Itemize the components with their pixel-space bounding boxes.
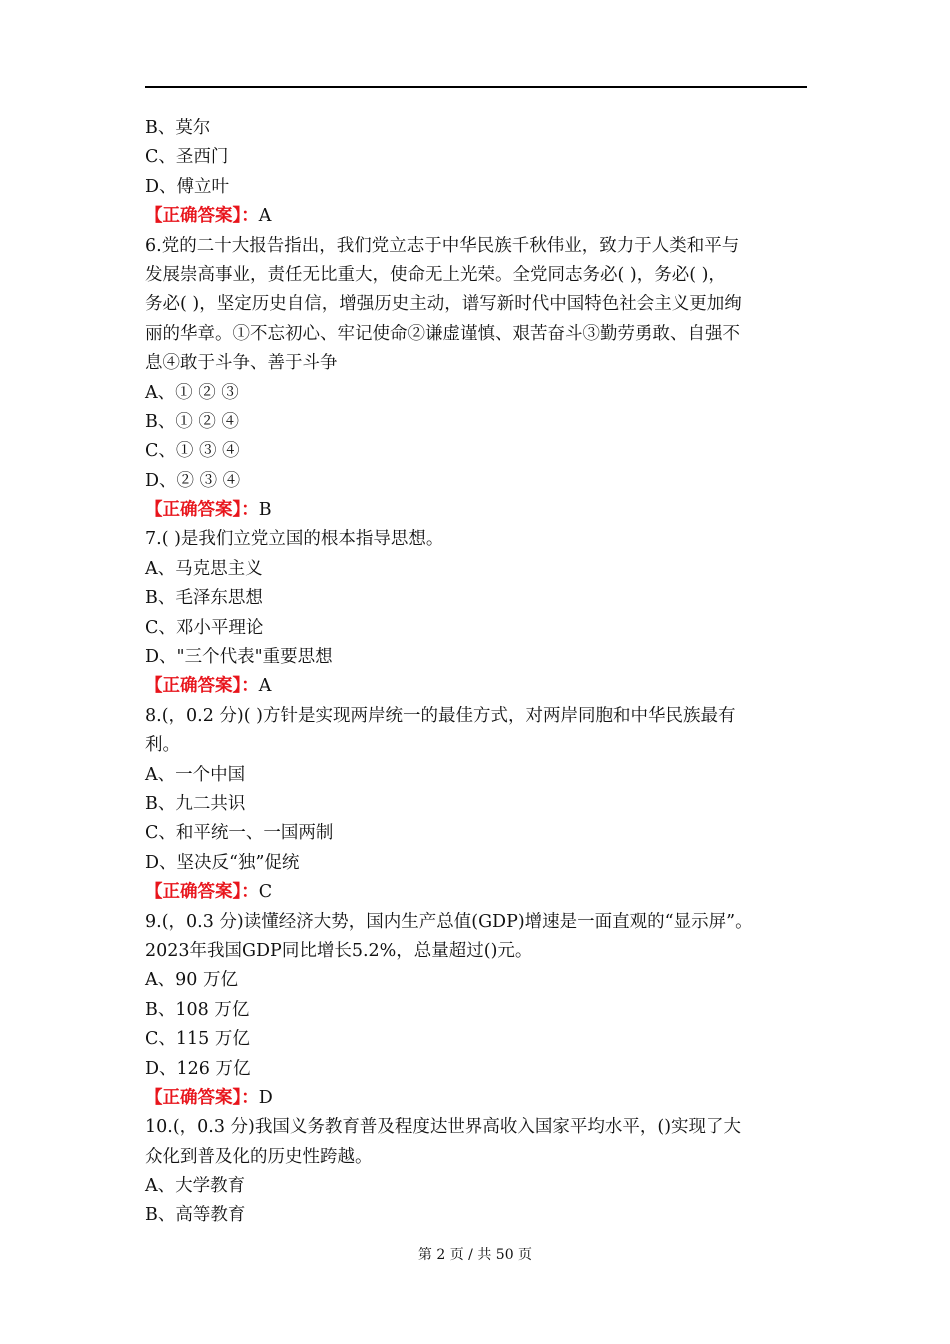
answer-line [145, 202, 817, 231]
question-text: 9.(，0.3 分)读懂经济大势，国内生产总值(GDP)增速是一面直观的“显示屏”。 [145, 911, 753, 932]
question-text: 务必( )，坚定历史自信，增强历史主动，谱写新时代中国特色社会主义更加绚 [145, 294, 742, 315]
answer-tag: 【正确答案】： [145, 500, 259, 521]
question-text: 众化到普及化的历史性跨越。 [145, 1146, 373, 1167]
header-rule [145, 86, 807, 88]
answer-tag: 【正确答案】： [145, 882, 259, 903]
option-line: B、① ② ④ [145, 411, 239, 432]
answer-tag: 【正确答案】： [145, 676, 259, 697]
page-footer: 第 2 页 / 共 50 页 [417, 1247, 533, 1263]
option-line: C、圣西门 [145, 147, 229, 168]
option-line: A、① ② ③ [145, 382, 239, 403]
option-line: D、坚决反“独”促统 [145, 852, 300, 873]
answer-line [145, 496, 817, 525]
option-line: A、一个中国 [145, 764, 246, 785]
answer-value: B [258, 500, 272, 521]
answer-value: A [258, 676, 272, 697]
option-line: D、傅立叶 [145, 176, 230, 197]
answer-value: A [258, 206, 272, 227]
option-line: D、"三个代表"重要思想 [145, 647, 333, 668]
question-content [145, 114, 817, 1231]
option-line: C、① ③ ④ [145, 441, 240, 462]
answer-line [145, 1084, 817, 1113]
option-line: A、大学教育 [145, 1176, 246, 1197]
question-text: 发展崇高事业，责任无比重大，使命无上光荣。全党同志务必( )，务必( )， [145, 264, 726, 285]
option-line: B、莫尔 [145, 118, 211, 138]
question-text: 2023年我国GDP同比增长5.2%，总量超过()元。 [145, 940, 533, 961]
answer-value: D [258, 1087, 273, 1108]
option-line: B、高等教育 [145, 1205, 246, 1226]
answer-tag: 【正确答案】： [145, 206, 259, 227]
option-line: B、108 万亿 [145, 999, 250, 1020]
answer-line [145, 672, 817, 701]
option-line: A、马克思主义 [145, 558, 263, 579]
answer-line [145, 878, 817, 907]
option-line: C、115 万亿 [145, 1029, 250, 1050]
question-text: 丽的华章。①不忘初心、牢记使命②谦虚谨慎、艰苦奋斗③勤劳勇敢、自强不 [145, 323, 740, 344]
option-line: A、90 万亿 [145, 970, 238, 991]
question-text: 息④敢于斗争、善于斗争 [145, 353, 338, 374]
question-text: 6.党的二十大报告指出，我们党立志于中华民族千秋伟业，致力于人类和平与 [145, 235, 740, 256]
answer-tag: 【正确答案】： [145, 1087, 259, 1108]
answer-value: C [258, 882, 273, 903]
option-line: B、毛泽东思想 [145, 588, 263, 609]
option-line: D、126 万亿 [145, 1058, 251, 1079]
option-line: B、九二共识 [145, 793, 246, 814]
question-text: 8.(，0.2 分)( )方针是实现两岸统一的最佳方式，对两岸同胞和中华民族最有 [145, 705, 736, 726]
option-line: C、和平统一、一国两制 [145, 823, 334, 844]
question-text: 10.(，0.3 分)我国义务教育普及程度达世界高收入国家平均水平，()实现了大 [145, 1117, 742, 1138]
option-line: D、② ③ ④ [145, 470, 241, 491]
option-line: C、邓小平理论 [145, 617, 264, 638]
question-text: 7.( )是我们立党立国的根本指导思想。 [145, 529, 444, 550]
question-text: 利。 [145, 735, 180, 756]
